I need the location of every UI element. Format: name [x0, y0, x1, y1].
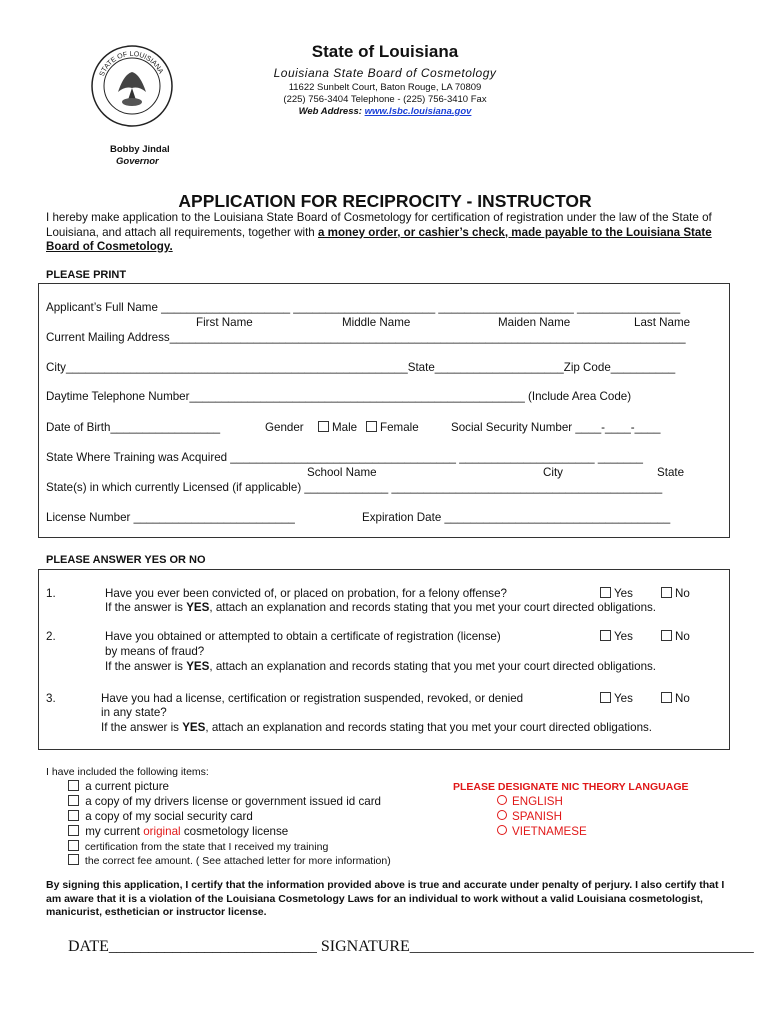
- web-link[interactable]: www.lsbc.louisiana.gov: [364, 106, 472, 117]
- item-checkbox[interactable]: [68, 810, 79, 821]
- web-address: [0, 106, 770, 117]
- item-current-picture[interactable]: a current picture: [68, 780, 169, 793]
- city-state-zip-field[interactable]: City_____________________________________________________State____________________Zip Code__________: [46, 361, 676, 374]
- question-2-no[interactable]: No: [661, 630, 690, 645]
- item-social-security[interactable]: a copy of my social security card: [68, 810, 253, 823]
- training-state-field[interactable]: State Where Training was Acquired ___________________________________ _____________________ _______: [46, 451, 643, 464]
- header-title: State of Louisiana: [311, 42, 459, 61]
- svg-text:STATE OF LOUISIANA: STATE OF LOUISIANA: [98, 50, 165, 78]
- spanish-radio[interactable]: [497, 810, 507, 820]
- board-address: 11622 Sunbelt Court, Baton Rouge, LA 70809: [288, 82, 482, 93]
- q1-yes-checkbox[interactable]: [600, 587, 611, 598]
- school-state-caption: State: [657, 466, 685, 479]
- question-1-number: 1.: [46, 587, 56, 600]
- q2-yes-checkbox[interactable]: [600, 630, 611, 641]
- telephone-field[interactable]: Daytime Telephone Number____________________________________________________ (Include Area Code): [46, 390, 632, 403]
- middle-name-caption: Middle Name: [342, 316, 411, 329]
- question-1-no[interactable]: No: [661, 587, 690, 602]
- please-print-heading: PLEASE PRINT: [46, 269, 127, 281]
- female-checkbox[interactable]: [366, 421, 377, 432]
- date-signature-line[interactable]: DATE__________________________ SIGNATURE___________________________________________: [68, 938, 754, 955]
- q1-no-checkbox[interactable]: [661, 587, 672, 598]
- item-drivers-license[interactable]: a copy of my drivers license or government issued id card: [68, 795, 381, 808]
- item-checkbox[interactable]: [68, 840, 79, 851]
- nic-option-spanish[interactable]: SPANISH: [497, 810, 562, 823]
- gender-male-option[interactable]: Male: [318, 421, 357, 434]
- ssn-field[interactable]: Social Security Number ____-____-____: [451, 421, 661, 434]
- governor-title: Governor: [116, 156, 159, 167]
- yes-no-heading: PLEASE ANSWER YES OR NO: [46, 554, 206, 566]
- question-2-text-line-2: by means of fraud?: [105, 645, 205, 658]
- question-3-number: 3.: [46, 692, 56, 705]
- gender-label: Gender: [265, 421, 304, 434]
- question-3-text-line-1: Have you had a license, certification or registration suspended, revoked, or denied: [101, 692, 524, 705]
- q3-yes-checkbox[interactable]: [600, 692, 611, 703]
- expiration-date-field[interactable]: Expiration Date ___________________________________: [362, 511, 671, 524]
- question-3-note: If the answer is YES, attach an explanation and records stating that you met your court directed obligations.: [101, 721, 653, 734]
- nic-language-heading: PLEASE DESIGNATE NIC THEORY LANGUAGE: [453, 781, 689, 793]
- dob-field[interactable]: Date of Birth_________________: [46, 421, 221, 434]
- license-number-field[interactable]: License Number _________________________: [46, 511, 295, 524]
- licensed-states-field[interactable]: State(s) in which currently Licensed (if applicable) _____________ __________________________________________: [46, 481, 663, 494]
- question-3-no[interactable]: No: [661, 692, 690, 707]
- full-name-field[interactable]: Applicant’s Full Name ____________________ ______________________ _____________________ ________________: [46, 301, 681, 314]
- governor-name: Bobby Jindal: [110, 144, 170, 155]
- included-items-heading: I have included the following items:: [46, 766, 209, 778]
- mailing-address-field[interactable]: Current Mailing Address________________________________________________________________________________: [46, 331, 686, 344]
- question-2-note: If the answer is YES, attach an explanation and records stating that you met your court directed obligations.: [105, 660, 657, 673]
- male-checkbox[interactable]: [318, 421, 329, 432]
- q3-no-checkbox[interactable]: [661, 692, 672, 703]
- vietnamese-radio[interactable]: [497, 825, 507, 835]
- item-training-certification[interactable]: certification from the state that I received my training: [68, 840, 328, 853]
- question-1-note: If the answer is YES, attach an explanation and records stating that you met your court directed obligations.: [105, 601, 657, 614]
- school-name-caption: School Name: [307, 466, 377, 479]
- question-2-yes[interactable]: Yes: [600, 630, 633, 645]
- item-fee-amount[interactable]: the correct fee amount. ( See attached letter for more information): [68, 854, 391, 867]
- board-phone: (225) 756-3404 Telephone - (225) 756-3410 Fax: [283, 94, 487, 105]
- question-2-text-line-1: Have you obtained or attempted to obtain a certificate of registration (license): [105, 630, 501, 643]
- item-cosmetology-license[interactable]: my current original cosmetology license: [68, 825, 288, 838]
- nic-option-vietnamese[interactable]: VIETNAMESE: [497, 825, 587, 838]
- web-label: Web Address:: [298, 106, 362, 117]
- certification-statement: By signing this application, I certify that the information provided above is true and accurate under penalty of perjury. I also certify that I am aware that it is a violation of the Louisiana Cosmetology Laws for an individual to work without a valid Louisiana cosmetologist, manicurist, esthetician or instructor license.: [46, 879, 725, 918]
- school-city-caption: City: [543, 466, 563, 479]
- item-checkbox[interactable]: [68, 854, 79, 865]
- item-checkbox[interactable]: [68, 780, 79, 791]
- item-checkbox[interactable]: [68, 795, 79, 806]
- item-checkbox[interactable]: [68, 825, 79, 836]
- question-3-yes[interactable]: Yes: [600, 692, 633, 707]
- form-title: APPLICATION FOR RECIPROCITY - INSTRUCTOR: [178, 191, 592, 211]
- gender-female-option[interactable]: Female: [366, 421, 419, 434]
- question-3-text-line-2: in any state?: [101, 706, 167, 719]
- maiden-name-caption: Maiden Name: [498, 316, 571, 329]
- board-name: Louisiana State Board of Cosmetology: [273, 66, 497, 80]
- english-radio[interactable]: [497, 795, 507, 805]
- question-1-text: Have you ever been convicted of, or placed on probation, for a felony offense?: [105, 587, 507, 600]
- first-name-caption: First Name: [196, 316, 253, 329]
- q2-no-checkbox[interactable]: [661, 630, 672, 641]
- intro-payment-terms: a money order, or cashier’s check, made payable to the Louisiana State Board of Cosmetology.: [46, 225, 712, 253]
- intro-text: I hereby make application to the Louisiana State Board of Cosmetology for certification of registration under the law of the State of Louisiana, and attach all requirements, together with a money order, or cashier’s check, made payable to the Louisiana State Board of Cosmetology.: [46, 211, 712, 253]
- question-2-number: 2.: [46, 630, 56, 643]
- last-name-caption: Last Name: [634, 316, 691, 329]
- question-1-yes[interactable]: Yes: [600, 587, 633, 602]
- nic-option-english[interactable]: ENGLISH: [497, 795, 563, 808]
